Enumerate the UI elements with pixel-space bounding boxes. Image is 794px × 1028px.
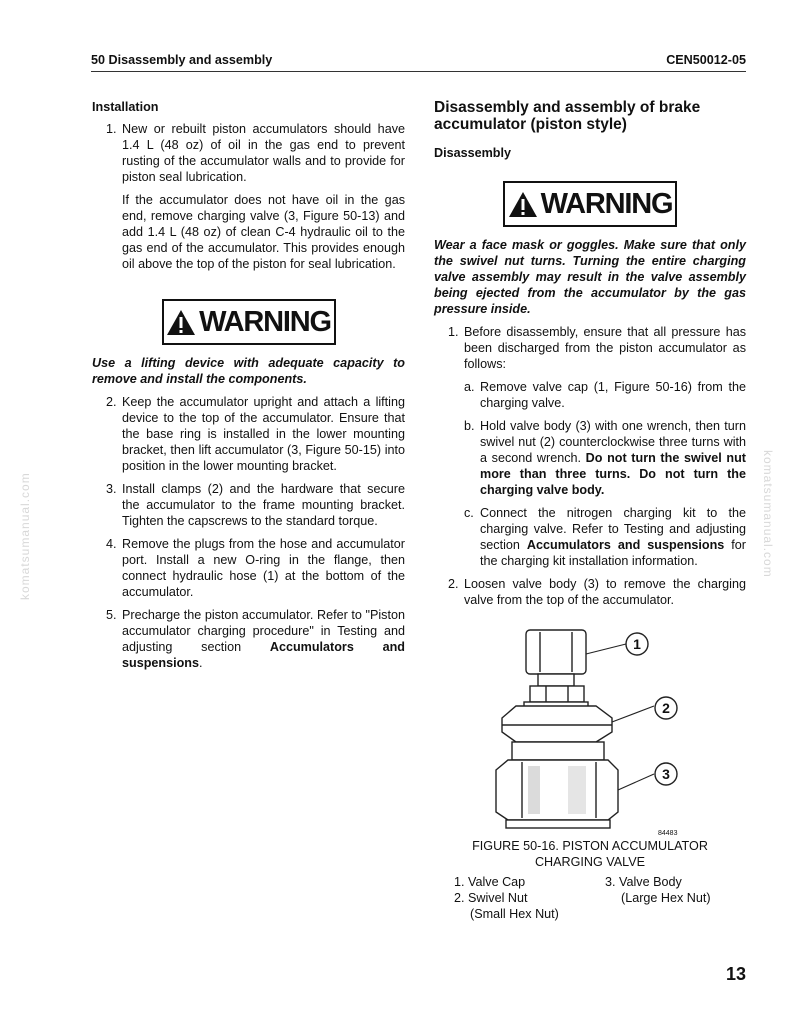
- install-step-5: [92, 607, 405, 671]
- warning-label: WARNING: [540, 188, 673, 220]
- callout-2: 2: [662, 700, 670, 716]
- warning-container: [434, 181, 746, 227]
- figure-code: 84483: [658, 830, 678, 836]
- substep-c: [434, 505, 746, 569]
- warning-container: [92, 299, 405, 345]
- substep-text: Hold valve body (3) with one wrench, then turn swivel nut (2) counterclockwise three turns with a second wrench.: [480, 419, 746, 465]
- warning-triangle-icon: [508, 191, 538, 218]
- swivel-nut-shape: [502, 706, 612, 742]
- install-step-4: [92, 536, 405, 600]
- substep-text: Connect the nitrogen charging kit to the charging valve. Refer to Testing and adjusting section: [480, 506, 746, 552]
- step-bold-ref: Accumulators and suspensions: [122, 640, 405, 670]
- step-text: Loosen valve body (3) to remove the charging valve from the top of the accumulator.: [464, 577, 746, 607]
- install-step-3: [92, 481, 405, 529]
- warning-triangle-icon: [166, 309, 196, 336]
- caption-line-2: CHARGING VALVE: [534, 855, 646, 869]
- warning-text: Wear a face mask or goggles. Make sure that only the swivel nut turns. Turning the entire charging valve assembly may result in the valve assembly being ejected from the accumulator by the gas pressure inside.: [434, 238, 746, 316]
- step-number: 1.: [448, 325, 459, 339]
- substep-letter: a.: [464, 380, 475, 394]
- warning-label: WARNING: [199, 306, 331, 338]
- install-step-1-note: If the accumulator does not have oil in the gas end, remove charging valve (3, Figure 50-13) and add 1.4 L (48 oz) of clean C-4 hydraulic oil to the gas end of the accumulator. This provides enough oil above the top of the piston for seal lubrication.: [122, 193, 405, 271]
- step-number: 5.: [106, 608, 117, 622]
- installation-heading: Installation: [92, 100, 159, 114]
- valve-body-shape: [496, 760, 618, 820]
- step-text-end: .: [198, 656, 203, 670]
- install-step-2: [92, 394, 405, 474]
- document-code: CEN50012-05: [666, 53, 746, 67]
- watermark-right: komatsumanual.com: [761, 450, 775, 578]
- left-column: [92, 99, 405, 678]
- legend-item: 2. Swivel Nut: [454, 891, 528, 905]
- substep-text-end: for the charging kit installation information.: [480, 538, 747, 568]
- right-column: [434, 99, 746, 615]
- disassembly-step-1: [434, 324, 746, 372]
- substep-bold-ref: Accumulators and suspensions: [526, 538, 725, 552]
- watermark-left: komatsumanual.com: [18, 472, 32, 600]
- step-text: Install clamps (2) and the hardware that secure the accumulator to the frame mounting bracket. Tighten the capscrews to the standard torque.: [122, 482, 405, 528]
- legend-item: 3. Valve Body: [605, 875, 682, 889]
- legend-item: (Large Hex Nut): [621, 891, 711, 905]
- step-text: Remove the plugs from the hose and accumulator port. Install a new O-ring in the flange, then connect hydraulic hose (1) at the bottom of the accumulator.: [122, 537, 405, 599]
- substep-text: Remove valve cap (1, Figure 50-16) from the charging valve.: [480, 380, 746, 410]
- step-text: New or rebuilt piston accumulators should have 1.4 L (48 oz) of oil in the gas end to prevent rusting of the accumulator walls and to provide for piston seal lubrication.: [122, 122, 405, 184]
- step-number: 1.: [106, 122, 117, 136]
- section-header: 50 Disassembly and assembly: [91, 53, 273, 67]
- figure-legend-right: [605, 874, 711, 906]
- callout-1: 1: [633, 636, 641, 652]
- step-text: Before disassembly, ensure that all pressure has been discharged from the piston accumulator as follows:: [464, 325, 746, 371]
- warning-box: [162, 299, 336, 345]
- disassembly-step-2: [434, 576, 746, 608]
- valve-cap-shape: [526, 630, 586, 674]
- step-number: 3.: [106, 482, 117, 496]
- substep-letter: c.: [464, 506, 474, 520]
- step-text: Keep the accumulator upright and attach a lifting device to the top of the accumulator. Ensure that the base ring is installed in the lower mounting bracket, then lift accumulator (3, Figure 50-15) into position in the lower mounting bracket.: [122, 395, 405, 473]
- header-rule: [91, 71, 746, 72]
- substep-bold-caution: Do not turn the swivel nut more than three turns. Do not turn the charging valve body.: [480, 451, 746, 497]
- charging-valve-figure: [488, 626, 688, 836]
- section-title: Disassembly and assembly of brake accumulator (piston style): [434, 99, 701, 133]
- step-number: 2.: [106, 395, 117, 409]
- figure-legend-left: [454, 874, 559, 922]
- page-number: 13: [725, 964, 746, 984]
- install-step-1: [92, 121, 405, 185]
- step-number: 4.: [106, 537, 117, 551]
- step-text: Precharge the piston accumulator. Refer to "Piston accumulator charging procedure" in Testing and adjusting section: [122, 608, 405, 654]
- warning-box: [503, 181, 677, 227]
- substep-b: [434, 418, 746, 498]
- figure-caption: [440, 838, 740, 870]
- callout-3: 3: [662, 766, 670, 782]
- caption-line-1: FIGURE 50-16. PISTON ACCUMULATOR: [472, 839, 708, 853]
- disassembly-heading: Disassembly: [434, 146, 512, 160]
- substep-a: [434, 379, 746, 411]
- legend-item: (Small Hex Nut): [470, 907, 559, 921]
- legend-item: 1. Valve Cap: [454, 875, 526, 889]
- substep-letter: b.: [464, 419, 475, 433]
- warning-text: Use a lifting device with adequate capacity to remove and install the components.: [92, 356, 405, 386]
- step-number: 2.: [448, 577, 459, 591]
